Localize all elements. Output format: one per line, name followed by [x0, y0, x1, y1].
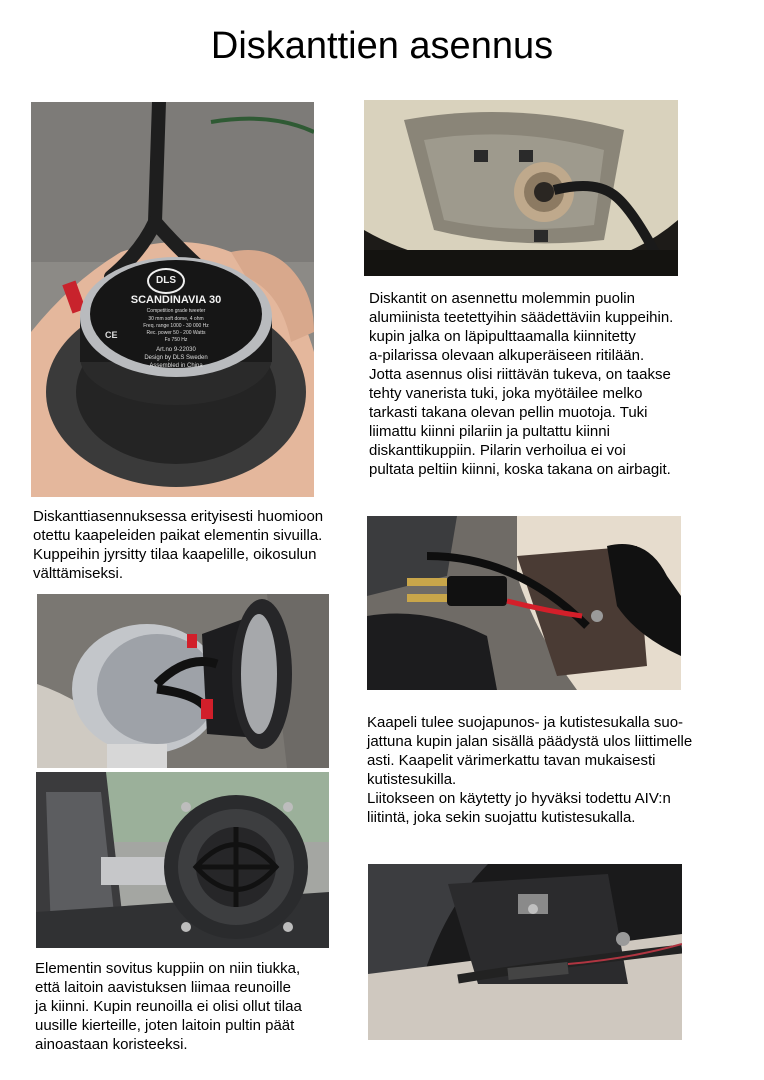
- paragraph-line: liitintä, joka sekin suojattu kutistesukalla.: [367, 809, 636, 826]
- paragraph-line: kutistesukilla.: [367, 771, 457, 788]
- photo-finished-tweeter: [36, 772, 329, 948]
- photo-tweeter-in-hand: [31, 102, 314, 497]
- tweeter-spec-line: Assembled in China: [149, 363, 203, 369]
- paragraph-line: Diskanttiasennuksessa erityisesti huomioon: [33, 508, 324, 525]
- paragraph-line: otettu kaapeleiden paikat elementin sivuilla.: [33, 527, 323, 544]
- paragraph-line: tehty vanerista tuki, joka myötäilee melko: [369, 385, 643, 402]
- paragraph-cables: [33, 507, 323, 583]
- paragraph-line: Kaapeli tulee suojapunos- ja kutistesukalla suo-: [367, 714, 684, 731]
- paragraph-fitting: [35, 959, 302, 1054]
- tweeter-spec-line: Fs 750 Hz: [164, 337, 188, 343]
- paragraph-line: uusille kierteille, joten laitoin pultin päät: [35, 1017, 295, 1034]
- paragraph-line: Elementin sovitus kuppiin on niin tiukka,: [35, 960, 301, 977]
- paragraph-line: a-pilarissa olevaan alkuperäiseen ritilään.: [369, 347, 645, 364]
- page-title: Diskanttien asennus: [210, 25, 554, 67]
- paragraph-wiring: [367, 713, 692, 827]
- paragraph-mounting: [369, 289, 673, 479]
- paragraph-line: kupin jalka on läpipulttaamalla kiinnitetty: [369, 328, 636, 345]
- paragraph-line: alumiinista teetettyihin säädettäviin kuppeihin.: [369, 309, 674, 326]
- paragraph-line: että laitoin aavistuksen liimaa reunoille: [35, 979, 291, 996]
- photo-wiring-detail: [368, 864, 682, 1040]
- paragraph-line: Liitokseen on käytetty jo hyväksi todettu AIV:n: [367, 790, 671, 807]
- photo-connector: [367, 516, 681, 690]
- tweeter-spec-line: Art.no 9-22030: [156, 347, 196, 353]
- paragraph-line: ja kiinni. Kupin reunoilla ei olisi ollut tilaa: [35, 998, 302, 1015]
- photo-cup-wiring: [37, 594, 329, 768]
- tweeter-label-title: SCANDINAVIA 30: [130, 294, 222, 306]
- paragraph-line: välttämiseksi.: [33, 565, 124, 582]
- paragraph-line: tarkasti takana olevan pellin muotoja. Tuki: [369, 404, 648, 421]
- tweeter-spec-line: Rec. power 50 - 200 Watts: [146, 330, 206, 336]
- tweeter-spec-line: Design by DLS Sweden: [144, 355, 208, 361]
- tweeter-label-subtitle: Competition grade tweeter: [146, 308, 206, 314]
- tweeter-brand-badge: DLS: [147, 268, 185, 294]
- paragraph-line: pultata peltiin kiinni, koska takana on airbagit.: [369, 461, 671, 478]
- paragraph-line: ainoastaan koristeeksi.: [35, 1036, 188, 1053]
- tweeter-spec-line: Freq. range 1000 - 30 000 Hz: [143, 323, 209, 329]
- paragraph-line: Jotta asennus olisi riittävän tukeva, on taakse: [369, 366, 671, 383]
- tweeter-spec-line: 30 mm soft dome, 4 ohm: [148, 316, 204, 322]
- paragraph-line: diskanttikuppiin. Pilarin verhoilua ei voi: [369, 442, 626, 459]
- paragraph-line: Diskantit on asennettu molemmin puolin: [369, 290, 635, 307]
- ce-mark: CE: [105, 330, 118, 340]
- paragraph-line: Kuppeihin jyrsitty tilaa kaapelille, oikosulun: [33, 546, 317, 563]
- paragraph-line: jattuna kupin jalan sisällä päädystä ulos liittimelle: [367, 733, 693, 750]
- paragraph-line: liimattu kiinni pilariin ja pultattu kiinni: [369, 423, 610, 440]
- photo-pillar-mount: [364, 100, 678, 276]
- paragraph-line: asti. Kaapelit värimerkattu tavan mukaisesti: [367, 752, 656, 769]
